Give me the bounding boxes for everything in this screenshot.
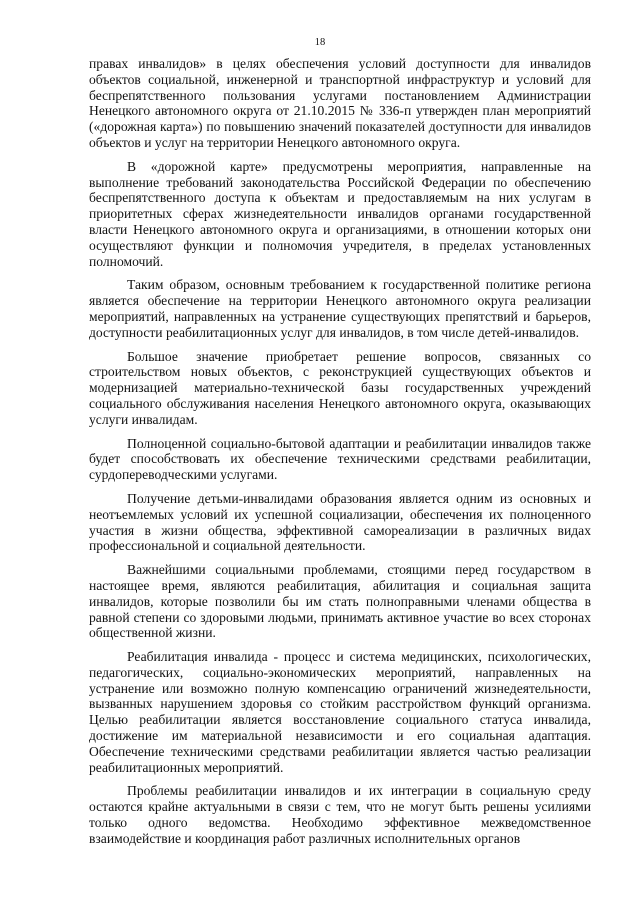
paragraph: В «дорожной карте» предусмотрены мероприятия, направленные на выполнение требований законодательства Российской Федерации по обеспечению беспрепятственного доступа к объектам и предоставляемым на них услугам в приоритетных сферах жизнедеятельности инвалидов органами государственной власти Ненецкого автономного округа и организациями, в отношении которых они осуществляют функции и полномочия учредителя, в пределах установленных полномочий. — [89, 158, 591, 269]
page-number: 18 — [314, 37, 326, 48]
paragraph: Большое значение приобретает решение вопросов, связанных со строительством новых объектов, с реконструкцией существующих объектов и модернизацией материально-технической базы государственных учреждений социального обслуживания населения Ненецкого автономного округа, оказывающих услуги инвалидам. — [89, 348, 591, 427]
paragraph: Полноценной социально-бытовой адаптации и реабилитации инвалидов также будет способствовать их обеспечение техническими средствами реабилитации, сурдопереводческими услугами. — [89, 435, 591, 483]
paragraph: Получение детьми-инвалидами образования является одним из основных и неотъемлемых условий их успешной социализации, обеспечения их полноценного участия в жизни общества, эффективной самореализации в различных видах профессиональной и социальной деятельности. — [89, 490, 591, 554]
paragraph: правах инвалидов» в целях обеспечения условий доступности для инвалидов объектов социальной, инженерной и транспортной инфраструктур и условий для беспрепятственного пользования услугами постановлением Администрации Ненецкого автономного округа от 21.10.2015 № 336-п утвержден план мероприятий («дорожная карта») по повышению значений показателей доступности для инвалидов объектов и услуг на территории Ненецкого автономного округа. — [89, 56, 591, 150]
paragraph: Важнейшими социальными проблемами, стоящими перед государством в настоящее время, являются реабилитация, абилитация и социальная защита инвалидов, которые позволили бы им стать полноправными членами общества в равной степени со здоровыми людьми, принимать активное участие во всех сторонах общественной жизни. — [89, 562, 591, 641]
paragraph: Проблемы реабилитации инвалидов и их интеграции в социальную среду остаются крайне актуальными в связи с тем, что не могут быть решены усилиями только одного ведомства. Необходимо эффективное межведомственное взаимодействие и координация работ различных исполнительных органов — [89, 783, 591, 846]
paragraph: Таким образом, основным требованием к государственной политике региона является обеспечение на территории Ненецкого автономного округа реализации мероприятий, направленных на устранение существующих препятствий и барьеров, доступности реабилитационных услуг для инвалидов, в том числе детей-инвалидов. — [89, 277, 591, 340]
paragraph: Реабилитация инвалида - процесс и система медицинских, психологических, педагогических, социально-экономических мероприятий, направленных на устранение или возможно полную компенсацию ограничений жизнедеятельности, вызванных нарушением здоровья со стойким расстройством функций организма. Целью реабилитации является восстановление социального статуса инвалида, достижение им материальной независимости и его социальная адаптация. Обеспечение техническими средствами реабилитации является частью реализации реабилитационных мероприятий. — [89, 649, 591, 775]
document-body — [89, 56, 591, 847]
